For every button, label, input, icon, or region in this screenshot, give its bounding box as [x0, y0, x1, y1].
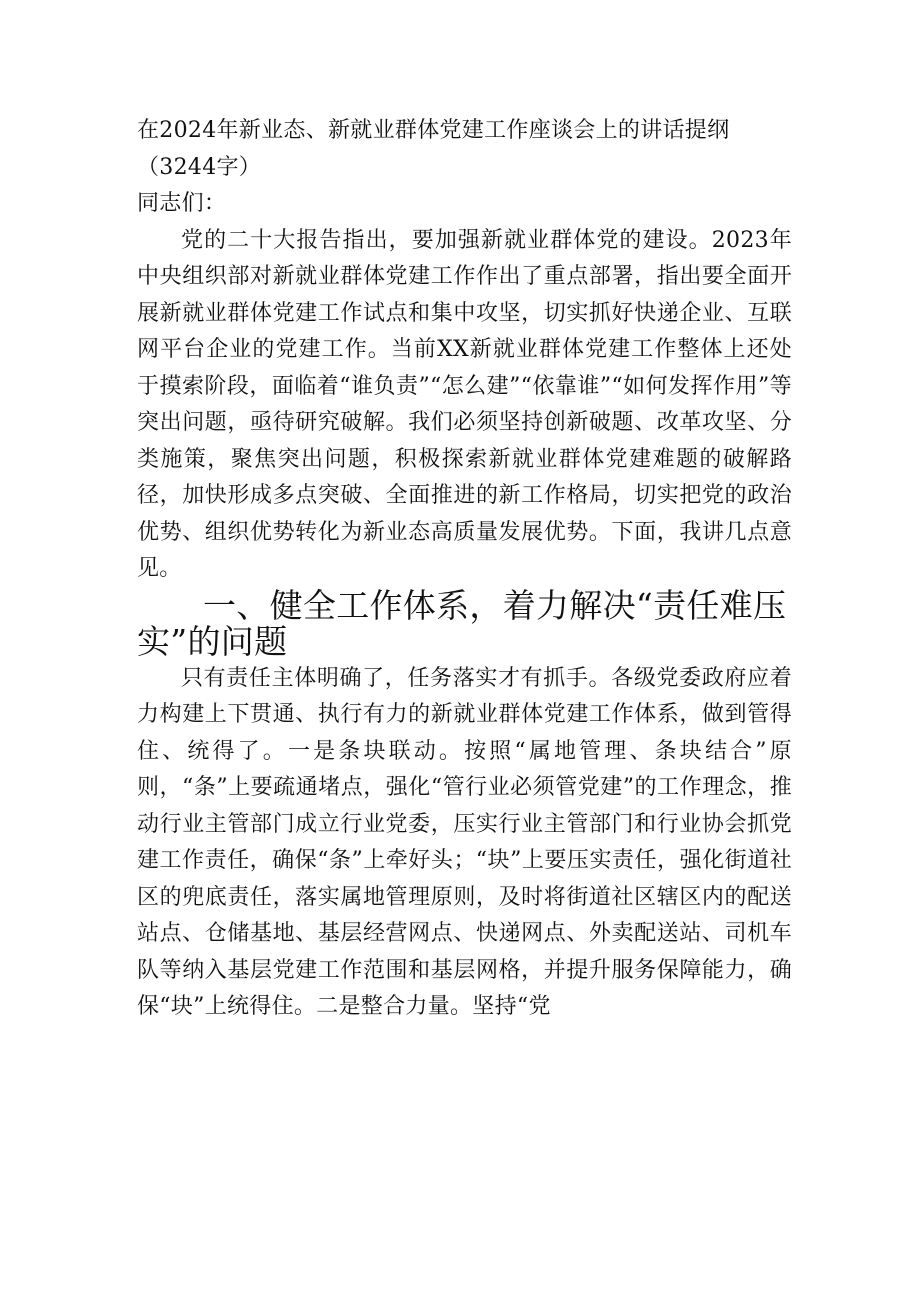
section-1-heading: 一、健全工作体系，着力解决“责任难压实”的问题 — [137, 585, 787, 661]
intro-paragraph: 党的二十大报告指出，要加强新就业群体党的建设。2023年中央组织部对新就业群体党建工作作出了重点部署，指出要全面开展新就业群体党建工作试点和集中攻坚，切实抓好快递企业、互联网平台企业的党建工作。当前XX新就业群体党建工作整体上还处于摸索阶段，面临着“谁负责”“怎么建”“依靠谁”“如何发挥作用”等突出问题，亟待研究破解。我们必须坚持创新破题、改革攻坚、分类施策，聚焦突出问题，积极探索新就业群体党建难题的破解路径，加快形成多点突破、全面推进的新工作格局，切实把党的政治优势、组织优势转化为新业态高质量发展优势。下面，我讲几点意见。 — [137, 227, 792, 581]
document-title: 在2024年新业态、新就业群体党建工作座谈会上的讲话提纲（3244字） — [137, 118, 730, 180]
document-body — [137, 113, 792, 1026]
salutation: 同志们： — [137, 191, 227, 216]
section-1-paragraph: 只有责任主体明确了，任务落实才有抓手。各级党委政府应着力构建上下贯通、执行有力的新就业群体党建工作体系，做到管得住、统得了。一是条块联动。按照“属地管理、条块结合”原则，“条”上要疏通堵点，强化“管行业必须管党建”的工作理念，推动行业主管部门成立行业党委，压实行业主管部门和行业协会抓党建工作责任，确保“条”上牵好头；“块”上要压实责任，强化街道社区的兜底责任，落实属地管理原则，及时将街道社区辖区内的配送站点、仓储基地、基层经营网点、快递网点、外卖配送站、司机车队等纳入基层党建工作范围和基层网格，并提升服务保障能力，确保“块”上统得住。二是整合力量。坚持“党 — [137, 665, 792, 1019]
